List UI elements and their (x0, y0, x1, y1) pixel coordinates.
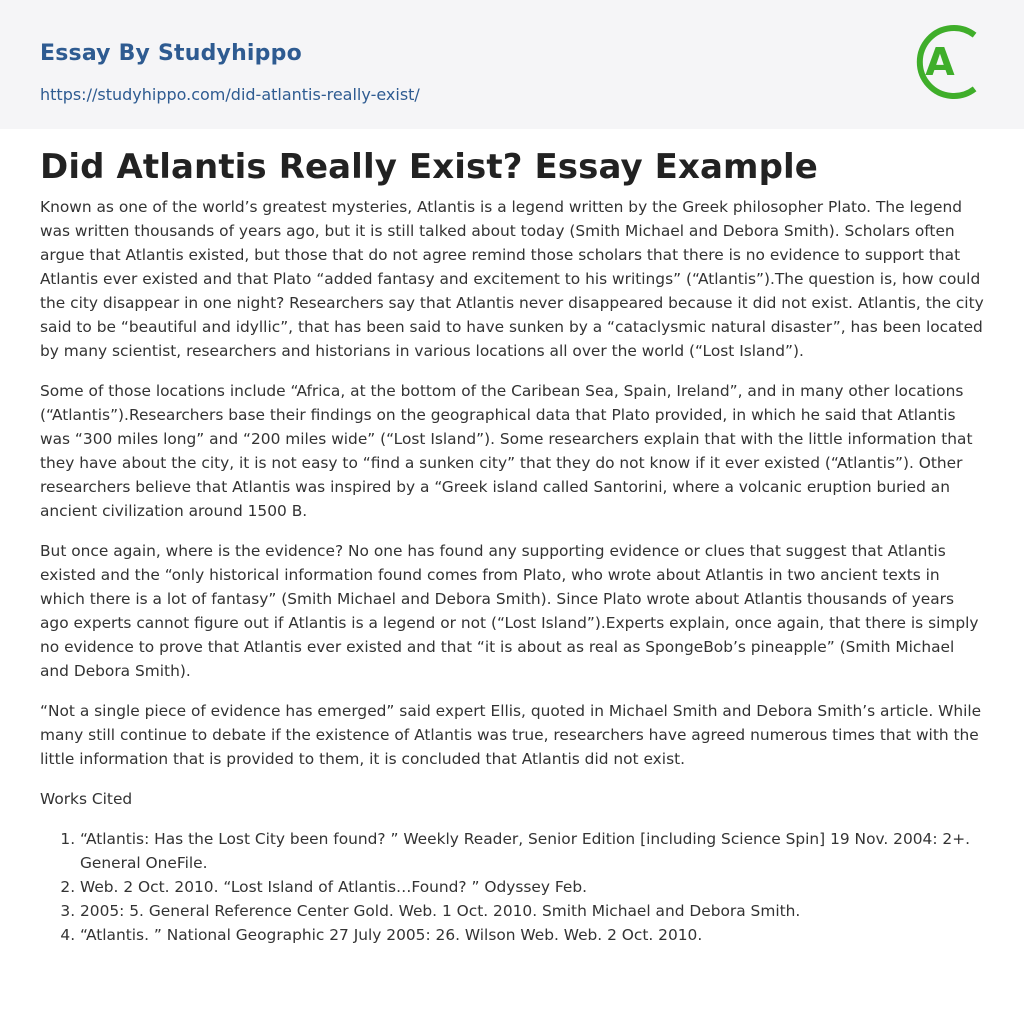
site-header (0, 0, 1024, 129)
works-cited-item: 1. “Atlantis: Has the Lost City been found? ” Weekly Reader, Senior Edition [including Science Spin] 19 Nov. 2004: 2+. General OneFile. (80, 827, 984, 875)
paragraph-2: Some of those locations include “Africa, at the bottom of the Caribean Sea, Spain, Ireland”, and in many other locations (“Atlantis”).Researchers base their findings on the geographical data that Plato provided, in which he said that Atlantis was “300 miles long” and “200 miles wide” (“Lost Island”). Some researchers explain that with the little information that they have about the city, it is not easy to “find a sunken city” that they do not know if it ever existed (“Atlantis”). Other researchers believe that Atlantis was inspired by a “Greek island called Santorini, where a volcanic eruption buried an ancient civilization around 1500 B. (40, 382, 973, 520)
site-brand[interactable]: Essay By Studyhippo (40, 41, 302, 66)
works-cited-heading: Works Cited (40, 790, 133, 808)
page-title: Did Atlantis Really Exist? Essay Example (40, 147, 818, 187)
paragraph-1: Known as one of the world’s greatest mysteries, Atlantis is a legend written by the Greek philosopher Plato. The legend was written thousands of years ago, but it is still talked about today (Smith Michael and Debora Smith). Scholars often argue that Atlantis existed, but those that do not agree remind those scholars that there is no evidence to support that Atlantis ever existed and that Plato “added fantasy and excitement to his writings” (“Atlantis”).The question is, how could the city disappear in one night? Researchers say that Atlantis never disappeared because it did not exist. Atlantis, the city said to be “beautiful and idyllic”, that has been said to have sunken by a “cataclysmic natural disaster”, has been located by many scientist, researchers and historians in various locations all over the world (“Lost Island”). (40, 198, 984, 360)
works-cited-item: 4. “Atlantis. ” National Geographic 27 July 2005: 26. Wilson Web. Web. 2 Oct. 2010. (80, 923, 984, 947)
works-cited-item: 3. 2005: 5. General Reference Center Gold. Web. 1 Oct. 2010. Smith Michael and Debora Smith. (80, 899, 984, 923)
page-url[interactable]: https://studyhippo.com/did-atlantis-really-exist/ (40, 85, 420, 104)
article-content (0, 129, 1024, 947)
logo-letter: A (925, 40, 955, 84)
works-cited-list (40, 827, 984, 947)
works-cited-item: 2. Web. 2 Oct. 2010. “Lost Island of Atlantis…Found? ” Odyssey Feb. (80, 875, 984, 899)
paragraph-4: “Not a single piece of evidence has emerged” said expert Ellis, quoted in Michael Smith and Debora Smith’s article. While many still continue to debate if the existence of Atlantis was true, researchers have agreed numerous times that with the little information that is provided to them, it is concluded that Atlantis did not exist. (40, 702, 982, 768)
paragraph-3: But once again, where is the evidence? No one has found any supporting evidence or clues that suggest that Atlantis existed and the “only historical information found comes from Plato, who wrote about Atlantis in two ancient texts in which there is a lot of fantasy” (Smith Michael and Debora Smith). Since Plato wrote about Atlantis thousands of years ago experts cannot figure out if Atlantis is a legend or not (“Lost Island”).Experts explain, once again, that there is simply no evidence to prove that Atlantis ever existed and that “it is about as real as SpongeBob’s pineapple” (Smith Michael and Debora Smith). (40, 542, 979, 680)
studyhippo-logo-icon[interactable] (913, 18, 987, 106)
